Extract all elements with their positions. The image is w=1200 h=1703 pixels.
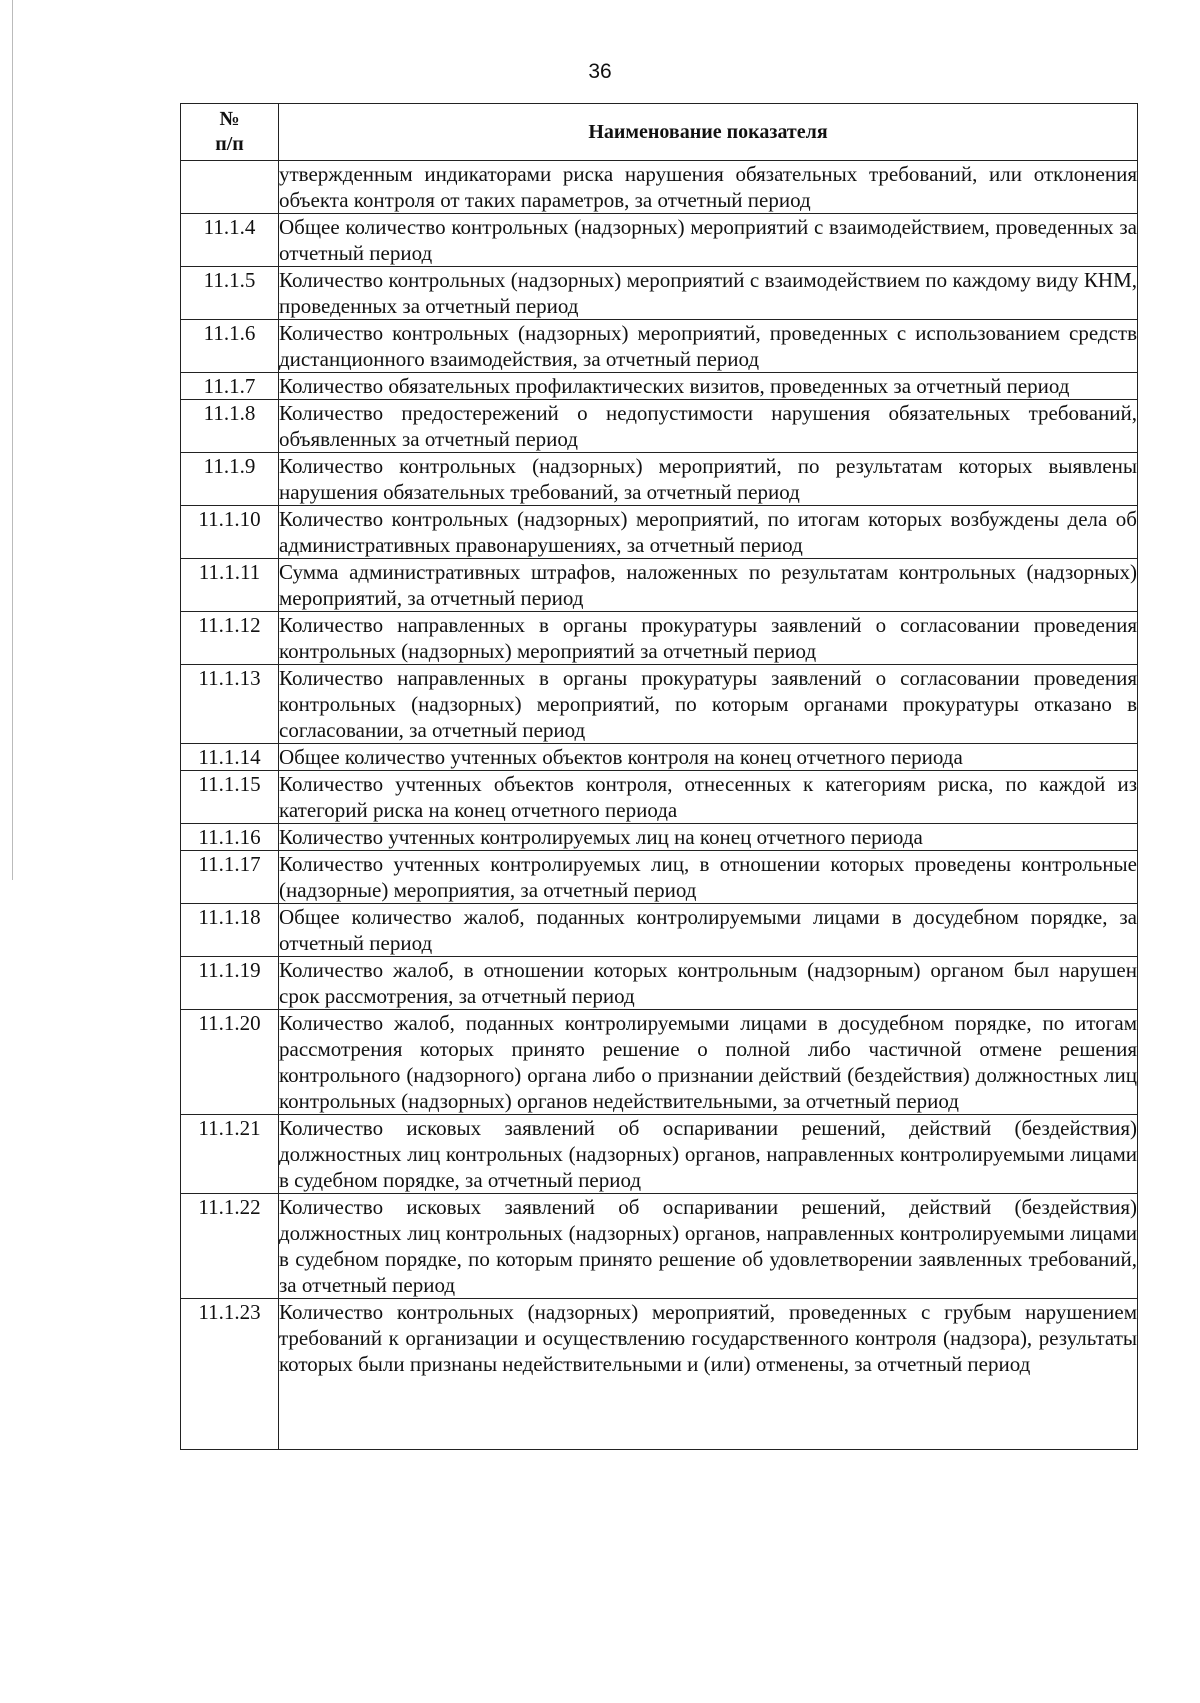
- indicator-name: Количество контрольных (надзорных) мероприятий, проведенных с использованием средств дистанционного взаимодействия, за отчетный период: [279, 321, 1137, 371]
- row-number: 11.1.8: [181, 400, 279, 453]
- row-number: 11.1.20: [181, 1010, 279, 1115]
- indicator-name: Количество жалоб, в отношении которых контрольным (надзорным) органом был нарушен срок рассмотрения, за отчетный период: [279, 958, 1137, 1008]
- indicator-name: Общее количество контрольных (надзорных) мероприятий с взаимодействием, проведенных за отчетный период: [279, 215, 1137, 265]
- table-row: [181, 400, 1138, 453]
- row-number: 11.1.11: [181, 559, 279, 612]
- row-number: 11.1.14: [181, 744, 279, 771]
- table-row: [181, 612, 1138, 665]
- row-number: 11.1.7: [181, 373, 279, 400]
- table-row: [181, 267, 1138, 320]
- indicator-name: Количество контрольных (надзорных) мероприятий, по результатам которых выявлены нарушения обязательных требований, за отчетный период: [279, 454, 1137, 504]
- indicator-name: Количество жалоб, поданных контролируемыми лицами в досудебном порядке, по итогам рассмотрения которых принято решение о полной либо частичной отмене решения контрольного (надзорного) органа либо о признании действий (бездействия) должностных лиц контрольных (надзорных) органов недействительными, за отчетный период: [279, 1011, 1137, 1113]
- header-indicator-name: Наименование показателя: [279, 104, 1138, 161]
- indicator-name: Количество направленных в органы прокуратуры заявлений о согласовании проведения контрольных (надзорных) мероприятий за отчетный период: [279, 613, 1137, 663]
- row-number: 11.1.16: [181, 824, 279, 851]
- table-row: [181, 1299, 1138, 1450]
- indicator-name: Количество учтенных контролируемых лиц на конец отчетного периода: [279, 824, 1138, 851]
- table-row: [181, 824, 1138, 851]
- table-row: [181, 214, 1138, 267]
- row-number: 11.1.18: [181, 904, 279, 957]
- row-number: 11.1.6: [181, 320, 279, 373]
- table-row: [181, 851, 1138, 904]
- indicator-name: утвержденным индикаторами риска нарушения обязательных требований, или отклонения объекта контроля от таких параметров, за отчетный период: [279, 162, 1137, 212]
- indicator-name: Количество контрольных (надзорных) мероприятий с взаимодействием по каждому виду КНМ, проведенных за отчетный период: [279, 268, 1137, 318]
- indicator-name: Количество контрольных (надзорных) мероприятий, по итогам которых возбуждены дела об административных правонарушениях, за отчетный период: [279, 507, 1137, 557]
- table-row: [181, 744, 1138, 771]
- page-number: 36: [588, 60, 612, 83]
- row-number: 11.1.15: [181, 771, 279, 824]
- indicator-name: Количество контрольных (надзорных) мероприятий, проведенных с грубым нарушением требований к организации и осуществлению государственного контроля (надзора), результаты которых были признаны недействительными и (или) отменены, за отчетный период: [279, 1299, 1138, 1450]
- table-row: [181, 771, 1138, 824]
- row-number: [181, 161, 279, 214]
- row-number: 11.1.10: [181, 506, 279, 559]
- indicator-name: Сумма административных штрафов, наложенных по результатам контрольных (надзорных) мероприятий, за отчетный период: [279, 560, 1137, 610]
- indicator-name: Количество учтенных контролируемых лиц, в отношении которых проведены контрольные (надзорные) мероприятия, за отчетный период: [279, 852, 1137, 902]
- table-row: [181, 665, 1138, 744]
- indicators-table: [180, 103, 1138, 1450]
- table-row: [181, 320, 1138, 373]
- indicator-name: Количество исковых заявлений об оспаривании решений, действий (бездействия) должностных лиц контрольных (надзорных) органов, направленных контролируемыми лицами в судебном порядке, по которым принято решение об удовлетворении заявленных требований, за отчетный период: [279, 1195, 1137, 1297]
- indicator-name: Количество исковых заявлений об оспаривании решений, действий (бездействия) должностных лиц контрольных (надзорных) органов, направленных контролируемыми лицами в судебном порядке, за отчетный период: [279, 1116, 1137, 1192]
- table-body: [181, 161, 1138, 1450]
- table-row: [181, 559, 1138, 612]
- row-number: 11.1.19: [181, 957, 279, 1010]
- scan-edge-line: [12, 0, 13, 880]
- indicator-name: Количество предостережений о недопустимости нарушения обязательных требований, объявленных за отчетный период: [279, 401, 1137, 451]
- row-number: 11.1.17: [181, 851, 279, 904]
- row-number: 11.1.5: [181, 267, 279, 320]
- table-row: [181, 1010, 1138, 1115]
- table-row: [181, 373, 1138, 400]
- row-number: 11.1.23: [181, 1299, 279, 1450]
- indicator-name: Количество обязательных профилактических визитов, проведенных за отчетный период: [279, 373, 1138, 400]
- table-row: [181, 161, 1138, 214]
- row-number: 11.1.9: [181, 453, 279, 506]
- row-number: 11.1.22: [181, 1194, 279, 1299]
- table-row: [181, 957, 1138, 1010]
- indicator-name: Количество учтенных объектов контроля, отнесенных к категориям риска, по каждой из категорий риска на конец отчетного периода: [279, 772, 1137, 822]
- table-header-row: [181, 104, 1138, 161]
- table-row: [181, 453, 1138, 506]
- table-row: [181, 1115, 1138, 1194]
- row-number: 11.1.12: [181, 612, 279, 665]
- indicator-name: Общее количество жалоб, поданных контролируемыми лицами в досудебном порядке, за отчетный период: [279, 905, 1137, 955]
- row-number: 11.1.21: [181, 1115, 279, 1194]
- row-number: 11.1.4: [181, 214, 279, 267]
- table-row: [181, 506, 1138, 559]
- indicator-name: Общее количество учтенных объектов контроля на конец отчетного периода: [279, 744, 1138, 771]
- table-row: [181, 904, 1138, 957]
- indicator-name: Количество направленных в органы прокуратуры заявлений о согласовании проведения контрольных (надзорных) мероприятий, по которым органами прокуратуры отказано в согласовании, за отчетный период: [279, 666, 1137, 742]
- row-number: 11.1.13: [181, 665, 279, 744]
- table-row: [181, 1194, 1138, 1299]
- header-number: [181, 104, 279, 161]
- header-number-label: № п/п: [215, 108, 244, 155]
